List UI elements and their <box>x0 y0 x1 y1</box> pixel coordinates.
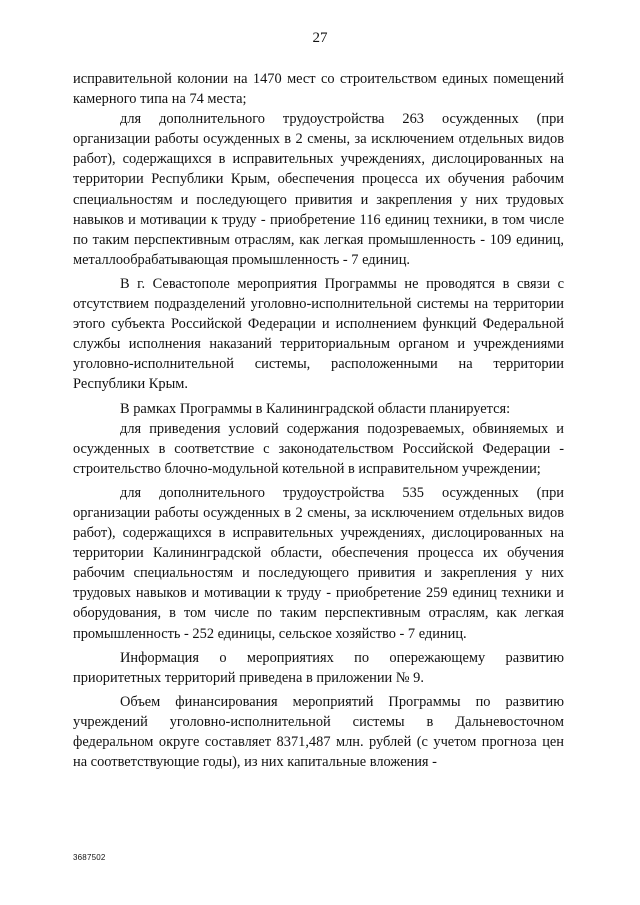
paragraph-crimea-employment: для дополнительного трудоустройства 263 осужденных (при организации работы осужденных в 2 смены, за исключением отдельных видов работ), содержащихся в исправительных учреждениях, дислоцированных на территории Республики Крым, обеспечения процесса их обучения рабочим специальностям и последующего привития и закрепления у них трудовых навыков и мотивации к труду - приобретение 116 единиц техники, в том числе по таким перспективным отраслям, как легкая промышленность - 109 единиц, металлообрабатывающая промышленность - 7 единиц. <box>73 111 564 268</box>
document-body <box>73 69 564 772</box>
paragraph-kaliningrad-intro: В рамках Программы в Калининградской области планируется: <box>120 400 511 417</box>
document-code: 3687502 <box>73 853 106 862</box>
paragraph-far-east-funding: Объем финансирования мероприятий Программы по развитию учреждений уголовно-исполнительной системы в Дальневосточном федеральном округе составляет 8371,487 млн. рублей (с учетом прогноза цен на соответствующие годы), из них капитальные вложения - <box>73 693 564 771</box>
paragraph-kaliningrad-employment: для дополнительного трудоустройства 535 осужденных (при организации работы осужденных в 2 смены, за исключением отдельных видов работ), содержащихся в исправительных учреждениях, дислоцированных на территории Калининградской области, обеспечения процесса их обучения рабочим специальностям и последующего привития и закрепления у них трудовых навыков и мотивации к труду - приобретение 259 единиц техники и оборудования, в том числе по таким перспективным отраслям, как легкая промышленность - 252 единицы, сельское хозяйство - 7 единиц. <box>73 484 564 642</box>
paragraph-colony-continuation: исправительной колонии на 1470 мест со строительством единых помещений камерного типа на 74 места; <box>73 71 564 108</box>
page-number: 27 <box>312 30 328 46</box>
paragraph-sevastopol: В г. Севастополе мероприятия Программы не проводятся в связи с отсутствием подразделений уголовно-исполнительной системы на территории этого субъекта Российской Федерации и исполнением функций Федеральной службы исполнения наказаний территориальным органом и учреждениями уголовно-исполнительной системы, расположенными на территории Республики Крым. <box>73 275 564 393</box>
paragraph-priority-territories: Информация о мероприятиях по опережающему развитию приоритетных территорий приведена в приложении № 9. <box>73 649 564 686</box>
paragraph-kaliningrad-boiler: для приведения условий содержания подозреваемых, обвиняемых и осужденных в соответствие с законодательством Российской Федерации - строительство блочно-модульной котельной в исправительном учреждении; <box>73 420 564 477</box>
